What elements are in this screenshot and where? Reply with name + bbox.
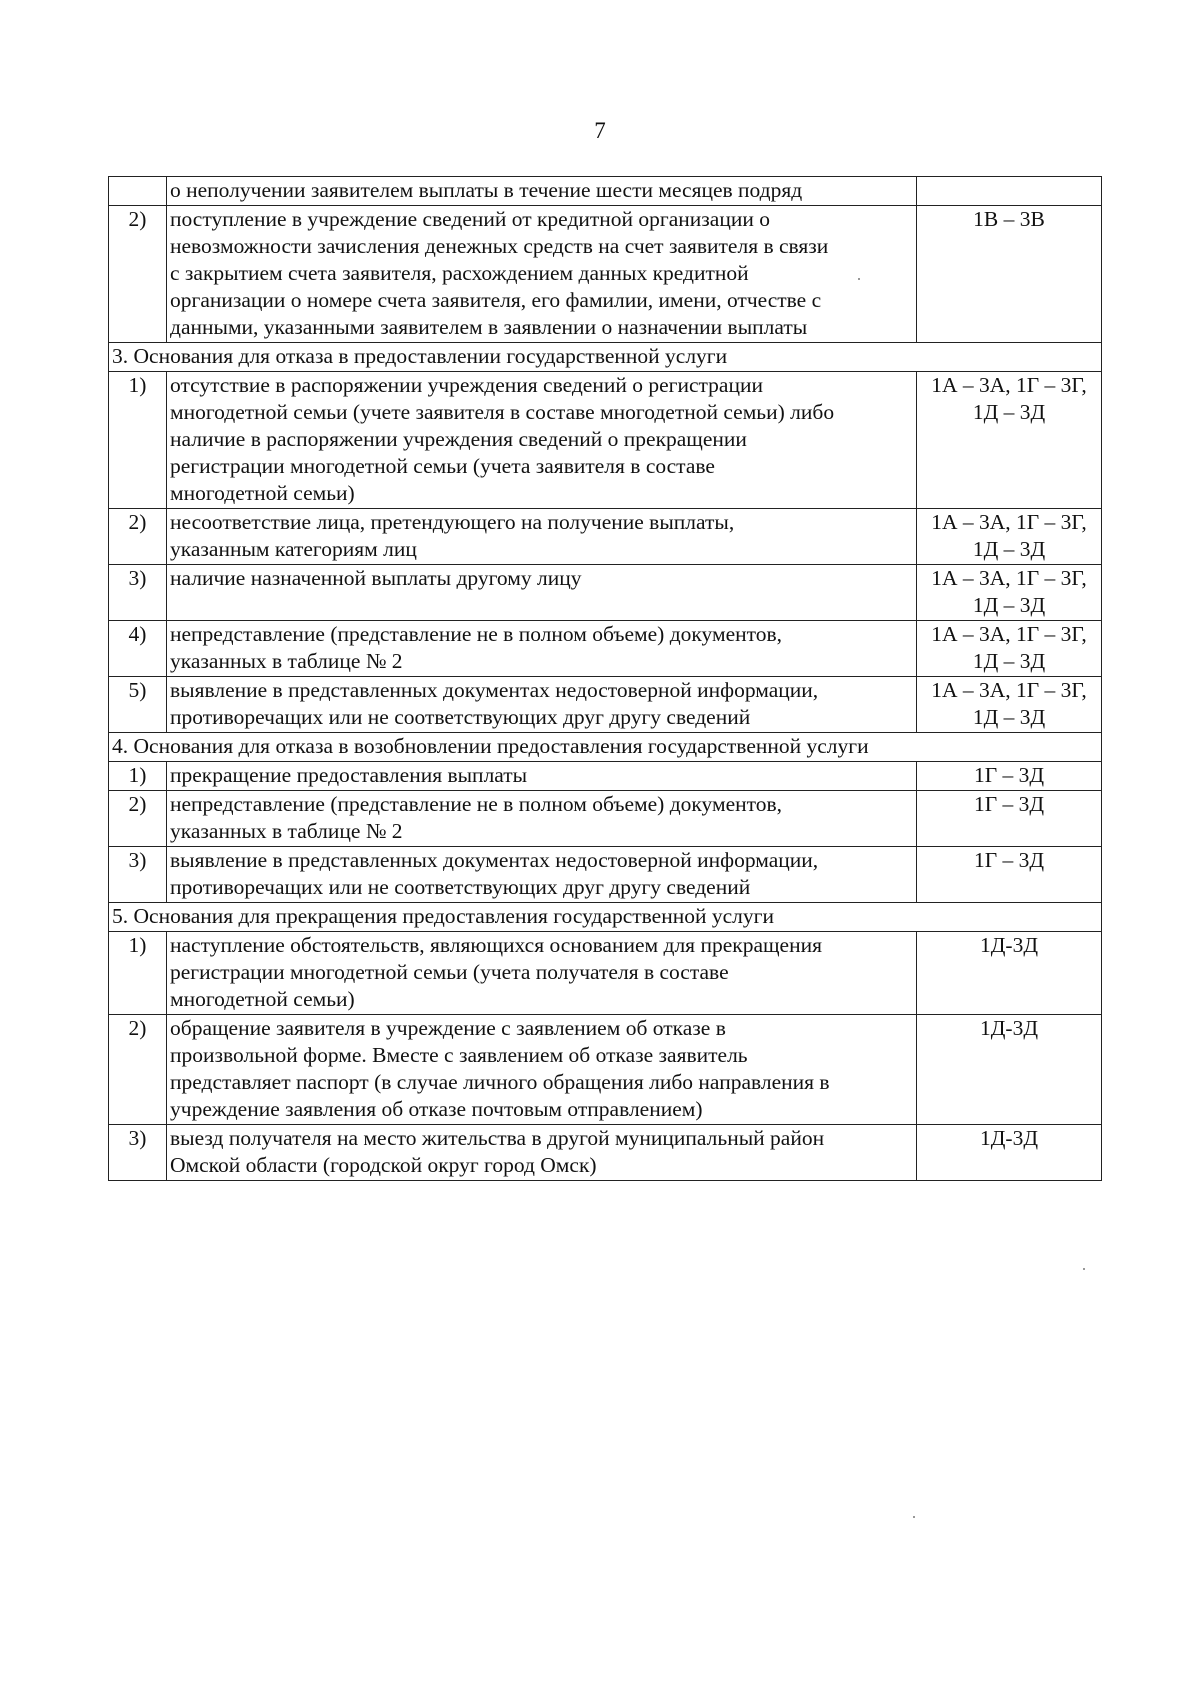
table-row	[109, 847, 1102, 903]
row-text: непредставление (представление не в полном объеме) документов, указанных в таблице № 2	[167, 621, 917, 677]
row-text: прекращение предоставления выплаты	[167, 762, 917, 791]
row-number: 2)	[109, 791, 167, 847]
row-number: 2)	[109, 1015, 167, 1125]
row-text: выезд получателя на место жительства в другой муниципальный район Омской области (городской округ город Омск)	[167, 1125, 917, 1181]
row-code	[917, 177, 1102, 206]
row-number: 1)	[109, 762, 167, 791]
table-row	[109, 509, 1102, 565]
section-title: 5. Основания для прекращения предоставления государственной услуги	[109, 903, 1102, 932]
row-code: 1Д-3Д	[917, 1125, 1102, 1181]
row-code: 1А – 3А, 1Г – 3Г, 1Д – 3Д	[917, 372, 1102, 509]
section-header-3	[109, 343, 1102, 372]
row-number: 1)	[109, 932, 167, 1015]
section-title: 3. Основания для отказа в предоставлении государственной услуги	[109, 343, 1102, 372]
row-number: 3)	[109, 565, 167, 621]
row-code: 1В – 3В	[917, 206, 1102, 343]
row-text: наступление обстоятельств, являющихся основанием для прекращения регистрации многодетной семьи (учета получателя в составе многодетной семьи)	[167, 932, 917, 1015]
scan-speck	[858, 278, 860, 280]
row-number: 5)	[109, 677, 167, 733]
row-text: поступление в учреждение сведений от кредитной организации о невозможности зачисления денежных средств на счет заявителя в связи с закрытием счета заявителя, расхождением данных кредитной организации о номере счета заявителя, его фамилии, имени, отчестве с данными, указанными заявителем в заявлении о назначении выплаты	[167, 206, 917, 343]
page-number: 7	[594, 118, 606, 143]
table-row	[109, 206, 1102, 343]
row-text: выявление в представленных документах недостоверной информации, противоречащих или не соответствующих друг другу сведений	[167, 677, 917, 733]
row-code: 1Д-3Д	[917, 1015, 1102, 1125]
section-title: 4. Основания для отказа в возобновлении предоставления государственной услуги	[109, 733, 1102, 762]
section-header-5	[109, 903, 1102, 932]
row-text: несоответствие лица, претендующего на получение выплаты, указанным категориям лиц	[167, 509, 917, 565]
table-row	[109, 177, 1102, 206]
row-text: выявление в представленных документах недостоверной информации, противоречащих или не соответствующих друг другу сведений	[167, 847, 917, 903]
row-code: 1А – 3А, 1Г – 3Г, 1Д – 3Д	[917, 677, 1102, 733]
row-number: 3)	[109, 1125, 167, 1181]
section-header-4	[109, 733, 1102, 762]
table-row	[109, 791, 1102, 847]
row-code: 1А – 3А, 1Г – 3Г, 1Д – 3Д	[917, 565, 1102, 621]
row-code: 1Г – 3Д	[917, 762, 1102, 791]
scan-speck	[1083, 1268, 1085, 1270]
row-number: 1)	[109, 372, 167, 509]
table-row	[109, 762, 1102, 791]
row-code: 1А – 3А, 1Г – 3Г, 1Д – 3Д	[917, 621, 1102, 677]
row-code: 1Г – 3Д	[917, 791, 1102, 847]
row-text: о неполучении заявителем выплаты в течение шести месяцев подряд	[167, 177, 917, 206]
row-code: 1Д-3Д	[917, 932, 1102, 1015]
row-text: наличие назначенной выплаты другому лицу	[167, 565, 917, 621]
row-number	[109, 177, 167, 206]
table-row	[109, 677, 1102, 733]
row-text: непредставление (представление не в полном объеме) документов, указанных в таблице № 2	[167, 791, 917, 847]
row-number: 4)	[109, 621, 167, 677]
row-number: 2)	[109, 206, 167, 343]
row-text: обращение заявителя в учреждение с заявлением об отказе в произвольной форме. Вместе с заявлением об отказе заявитель представляет паспорт (в случае личного обращения либо направления в учреждение заявления об отказе почтовым отправлением)	[167, 1015, 917, 1125]
table-row	[109, 1125, 1102, 1181]
grounds-table	[108, 176, 1102, 1181]
table-row	[109, 372, 1102, 509]
row-number: 3)	[109, 847, 167, 903]
row-code: 1А – 3А, 1Г – 3Г, 1Д – 3Д	[917, 509, 1102, 565]
table-row	[109, 565, 1102, 621]
row-number: 2)	[109, 509, 167, 565]
row-code: 1Г – 3Д	[917, 847, 1102, 903]
table-row	[109, 1015, 1102, 1125]
table-row	[109, 621, 1102, 677]
scan-speck	[913, 1516, 915, 1518]
table-row	[109, 932, 1102, 1015]
row-text: отсутствие в распоряжении учреждения сведений о регистрации многодетной семьи (учете заявителя в составе многодетной семьи) либо наличие в распоряжении учреждения сведений о прекращении регистрации многодетной семьи (учета заявителя в составе многодетной семьи)	[167, 372, 917, 509]
